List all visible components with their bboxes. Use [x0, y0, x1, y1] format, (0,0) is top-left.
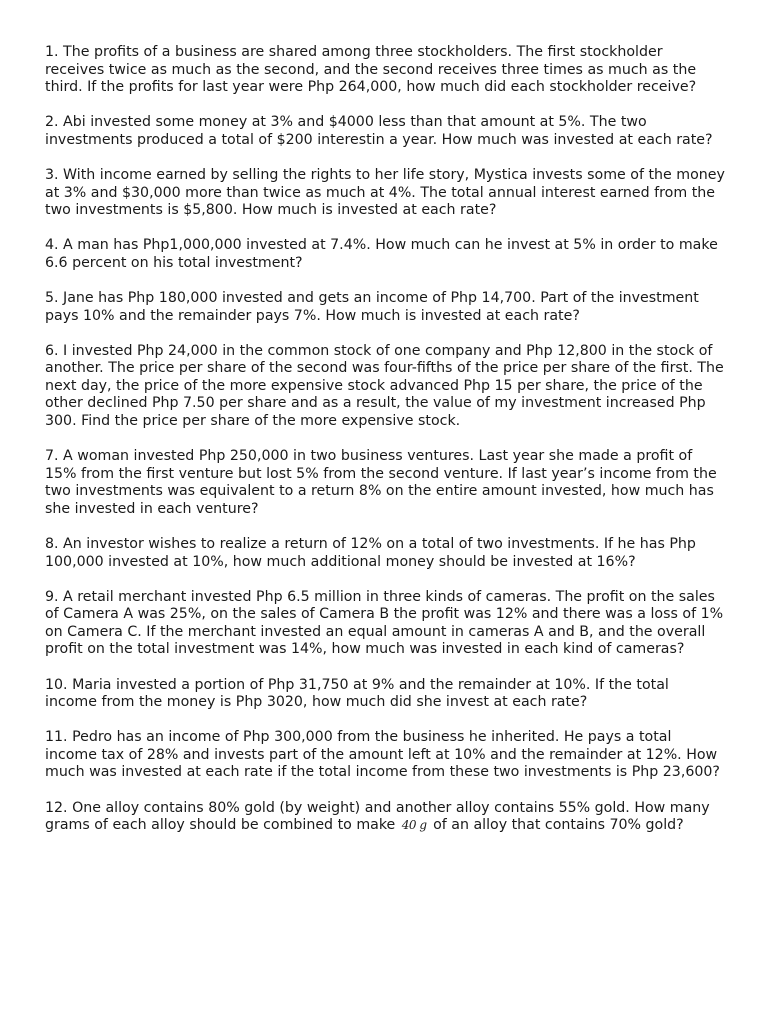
problem-12-equation: 40 g	[401, 818, 427, 833]
problem-7: 7. A woman invested Php 250,000 in two business ventures. Last year she made a profit of 15% from the first venture but lost 5% from the second venture. If last year’s income from the two investments was equivalent to a return 8% on the entire amount invested, how much has she invested in each venture?	[45, 448, 717, 517]
problem-8: 8. An investor wishes to realize a return of 12% on a total of two investments. If he has Php 100,000 invested at 10%, how much additional money should be invested at 16%?	[45, 535, 696, 570]
problem-2: 2. Abi invested some money at 3% and $4000 less than that amount at 5%. The two investments produced a total of $200 interestin a year. How much was invested at each rate?	[45, 114, 713, 148]
problem-1: 1. The profits of a business are shared among three stockholders. The first stockholder receives twice as much as the second, and the second receives three times as much as the third. If the profits for last year were Php 264,000, how much did each stockholder receive?	[45, 44, 697, 96]
problem-sheet	[45, 44, 725, 852]
problem-12	[45, 800, 725, 835]
problem-4: 4. A man has Php1,000,000 invested at 7.4%. How much can he invest at 5% in order to make 6.6 percent on his total investment?	[45, 237, 718, 271]
problem-12-text-start: 12. One alloy contains 80% gold (by weight) and another alloy contains 55% gold. How many grams of each alloy should be combined to make	[45, 799, 710, 834]
problem-5: 5. Jane has Php 180,000 invested and gets an income of Php 14,700. Part of the investment pays 10% and the remainder pays 7%. How much is invested at each rate?	[45, 289, 699, 324]
problem-12-text-end: of an alloy that contains 70% gold?	[428, 817, 684, 834]
problem-3: 3. With income earned by selling the rights to her life story, Mystica invests some of the money at 3% and $30,000 more than twice as much at 4%. The total annual interest earned from the two investments is $5,800. How much is invested at each rate?	[45, 166, 725, 219]
problem-10: 10. Maria invested a portion of Php 31,750 at 9% and the remainder at 10%. If the total income from the money is Php 3020, how much did she invest at each rate?	[45, 676, 669, 711]
problem-11: 11. Pedro has an income of Php 300,000 from the business he inherited. He pays a total income tax of 28% and invests part of the amount left at 10% and the remainder at 12%. How much was invested at each rate if the total income from these two investments is Php 23,600?	[45, 729, 720, 781]
problem-6: 6. I invested Php 24,000 in the common stock of one company and Php 12,800 in the stock of another. The price per share of the second was four-fifths of the price per share of the first. The next day, the price of the more expensive stock advanced Php 15 per share, the price of the other declined Php 7.50 per share and as a result, the value of my investment increased Php 300. Find the price per share of the more expensive stock.	[45, 342, 724, 429]
problem-9: 9. A retail merchant invested Php 6.5 million in three kinds of cameras. The profit on the sales of Camera A was 25%, on the sales of Camera B the profit was 12% and there was a loss of 1% on Camera C. If the merchant invested an equal amount in cameras A and B, and the overall profit on the total investment was 14%, how much was invested in each kind of cameras?	[45, 588, 724, 658]
